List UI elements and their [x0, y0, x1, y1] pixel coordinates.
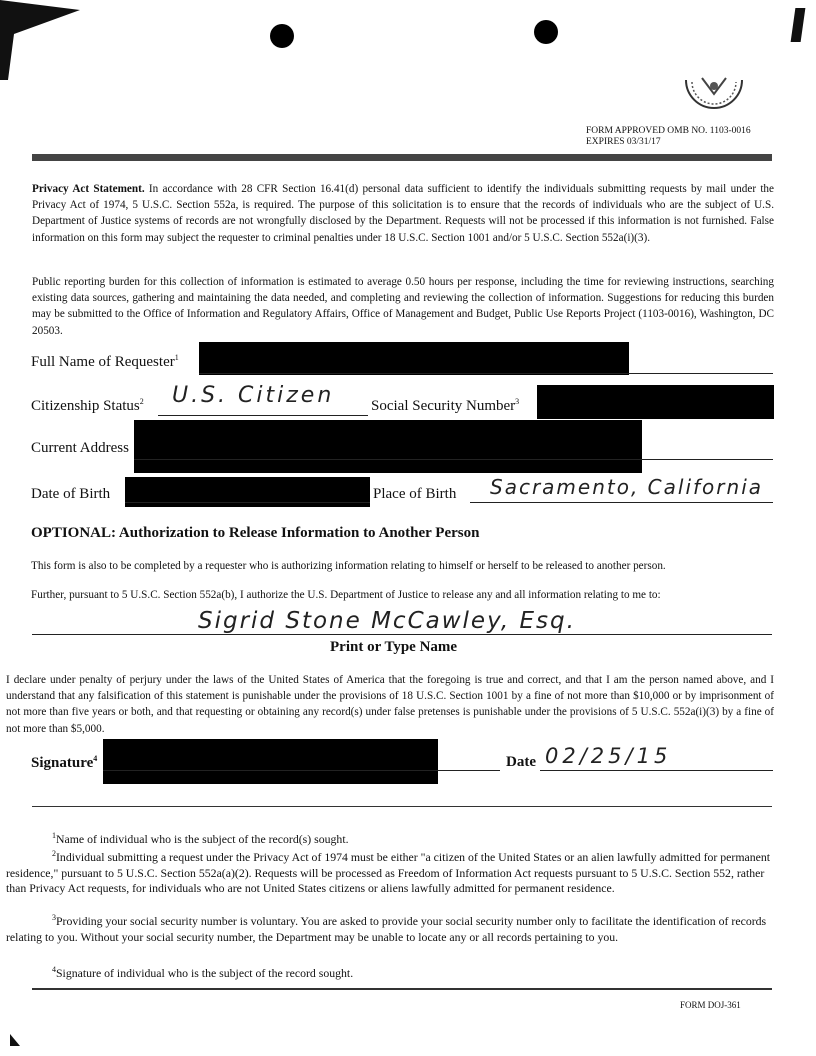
- dob-line: [125, 502, 370, 503]
- citizenship-label: Citizenship Status$^2$: [31, 397, 144, 414]
- footnote-4: $^4$Signature of individual who is the subject of the record sought.: [52, 965, 354, 980]
- scan-edge-artifact: [791, 8, 806, 42]
- footer-divider: [32, 988, 772, 990]
- footnote-1: $^1$Name of individual who is the subject of the record(s) sought.: [52, 831, 349, 846]
- scan-corner-mark: [10, 1034, 22, 1048]
- form-expires-text: EXPIRES 03/31/17: [586, 137, 661, 147]
- optional-line1: This form is also to be completed by a requester who is authorizing information relating to himself or herself to be released to another person.: [31, 560, 666, 572]
- optional-heading: OPTIONAL: Authorization to Release Information to Another Person: [31, 525, 480, 541]
- date-line: [540, 770, 773, 771]
- footnote-3: $^3$Providing your social security number is voluntary. You are asked to provide your social security number only to facilitate the identification of records relating to you. Without your social security number, the Department may be unable to locate any or all records pertaining to you.: [6, 913, 767, 944]
- print-name-line: [32, 634, 772, 635]
- footnote-2: $^2$Individual submitting a request under the Privacy Act of 1974 must be either "a citizen of the United States or an alien lawfully admitted for permanent residence," pursuant to 5 U.S.C. Section 552a(a)(2). Requests will be processed as Freedom of Information Act requests pursuant to 5 U.S.C. Section 552, rather than Privacy Act requests, for individuals who are not United States citizens or aliens lawfully admitted for permanent residence.: [6, 849, 771, 896]
- punch-hole: [270, 24, 294, 48]
- optional-line2: Further, pursuant to 5 U.S.C. Section 552a(b), I authorize the U.S. Department of Justice to release any and all information relating to me to:: [31, 589, 661, 601]
- privacy-act-paragraph: [32, 181, 774, 246]
- punch-hole: [534, 20, 558, 44]
- print-name-label: Print or Type Name: [330, 639, 458, 655]
- privacy-act-title: Privacy Act Statement.: [32, 183, 145, 195]
- signature-redacted: [103, 739, 438, 784]
- date-label: Date: [506, 754, 536, 770]
- burden-paragraph: Public reporting burden for this collection of information is estimated to average 0.50 hours per response, including the time for reviewing instructions, searching existing data sources, gathering and maintaining the data needed, and completing and reviewing the collection of information. Suggestions for reducing this burden may be submitted to the Office of Information and Regulatory Affairs, Office of Management and Budget, Public Use Reports Project (1103-0016), Washington, DC 20503.: [32, 276, 774, 337]
- full-name-label: Full Name of Requester$^1$: [31, 353, 179, 370]
- citizenship-line: [158, 415, 368, 416]
- section-divider: [32, 806, 772, 807]
- declaration-paragraph: I declare under penalty of perjury under the laws of the United States of America that the foregoing is true and correct, and that I am the person named above, and I understand that any falsification of this statement is punishable under the provisions of 18 U.S.C. Section 1001 by a fine of not more than $10,000 or by imprisonment of not more than five years or both, and that requesting or obtaining any record(s) under false pretenses is punishable under the provisions of 5 U.S.C. 552a(i)(3) by a fine of not more than $5,000.: [6, 674, 774, 735]
- form-number: FORM DOJ-361: [680, 1000, 741, 1010]
- ssn-label: Social Security Number$^3$: [371, 397, 520, 414]
- scan-corner-artifact: [0, 0, 90, 90]
- print-name-value[interactable]: Sigrid Stone McCawley, Esq.: [198, 608, 576, 634]
- full-name-line: [199, 373, 773, 374]
- signature-label: Signature$^4$: [31, 754, 98, 771]
- dob-label: Date of Birth: [31, 486, 111, 502]
- address-line: [134, 459, 773, 460]
- address-redacted: [134, 420, 642, 473]
- ssn-redacted: [537, 385, 774, 419]
- header-bar: [32, 154, 772, 161]
- pob-label: Place of Birth: [373, 486, 457, 502]
- pob-line: [470, 502, 773, 503]
- date-value[interactable]: 02/25/15: [545, 744, 672, 768]
- full-name-redacted: [199, 342, 629, 375]
- doj-seal: [682, 72, 746, 112]
- signature-line: [103, 770, 500, 771]
- privacy-act-body: In accordance with 28 CFR Section 16.41(d) personal data sufficient to identify the individuals submitting requests by mail under the Privacy Act of 1974, 5 U.S.C. Section 552a, is required. The purpose of this solicitation is to ensure that the records of individuals who are the subject of U.S. Department of Justice systems of records are not wrongfully disclosed by the Department. Requests will not be processed if this information is not furnished. False information on this form may subject the requester to criminal penalties under 18 U.S.C. Section 1001 and/or 5 U.S.C. Section 552a(i)(3).: [32, 183, 774, 244]
- citizenship-value[interactable]: U.S. Citizen: [172, 383, 335, 408]
- form-approved-text: FORM APPROVED OMB NO. 1103-0016: [586, 126, 751, 136]
- pob-value[interactable]: Sacramento, California: [490, 475, 764, 499]
- address-label: Current Address: [31, 440, 129, 456]
